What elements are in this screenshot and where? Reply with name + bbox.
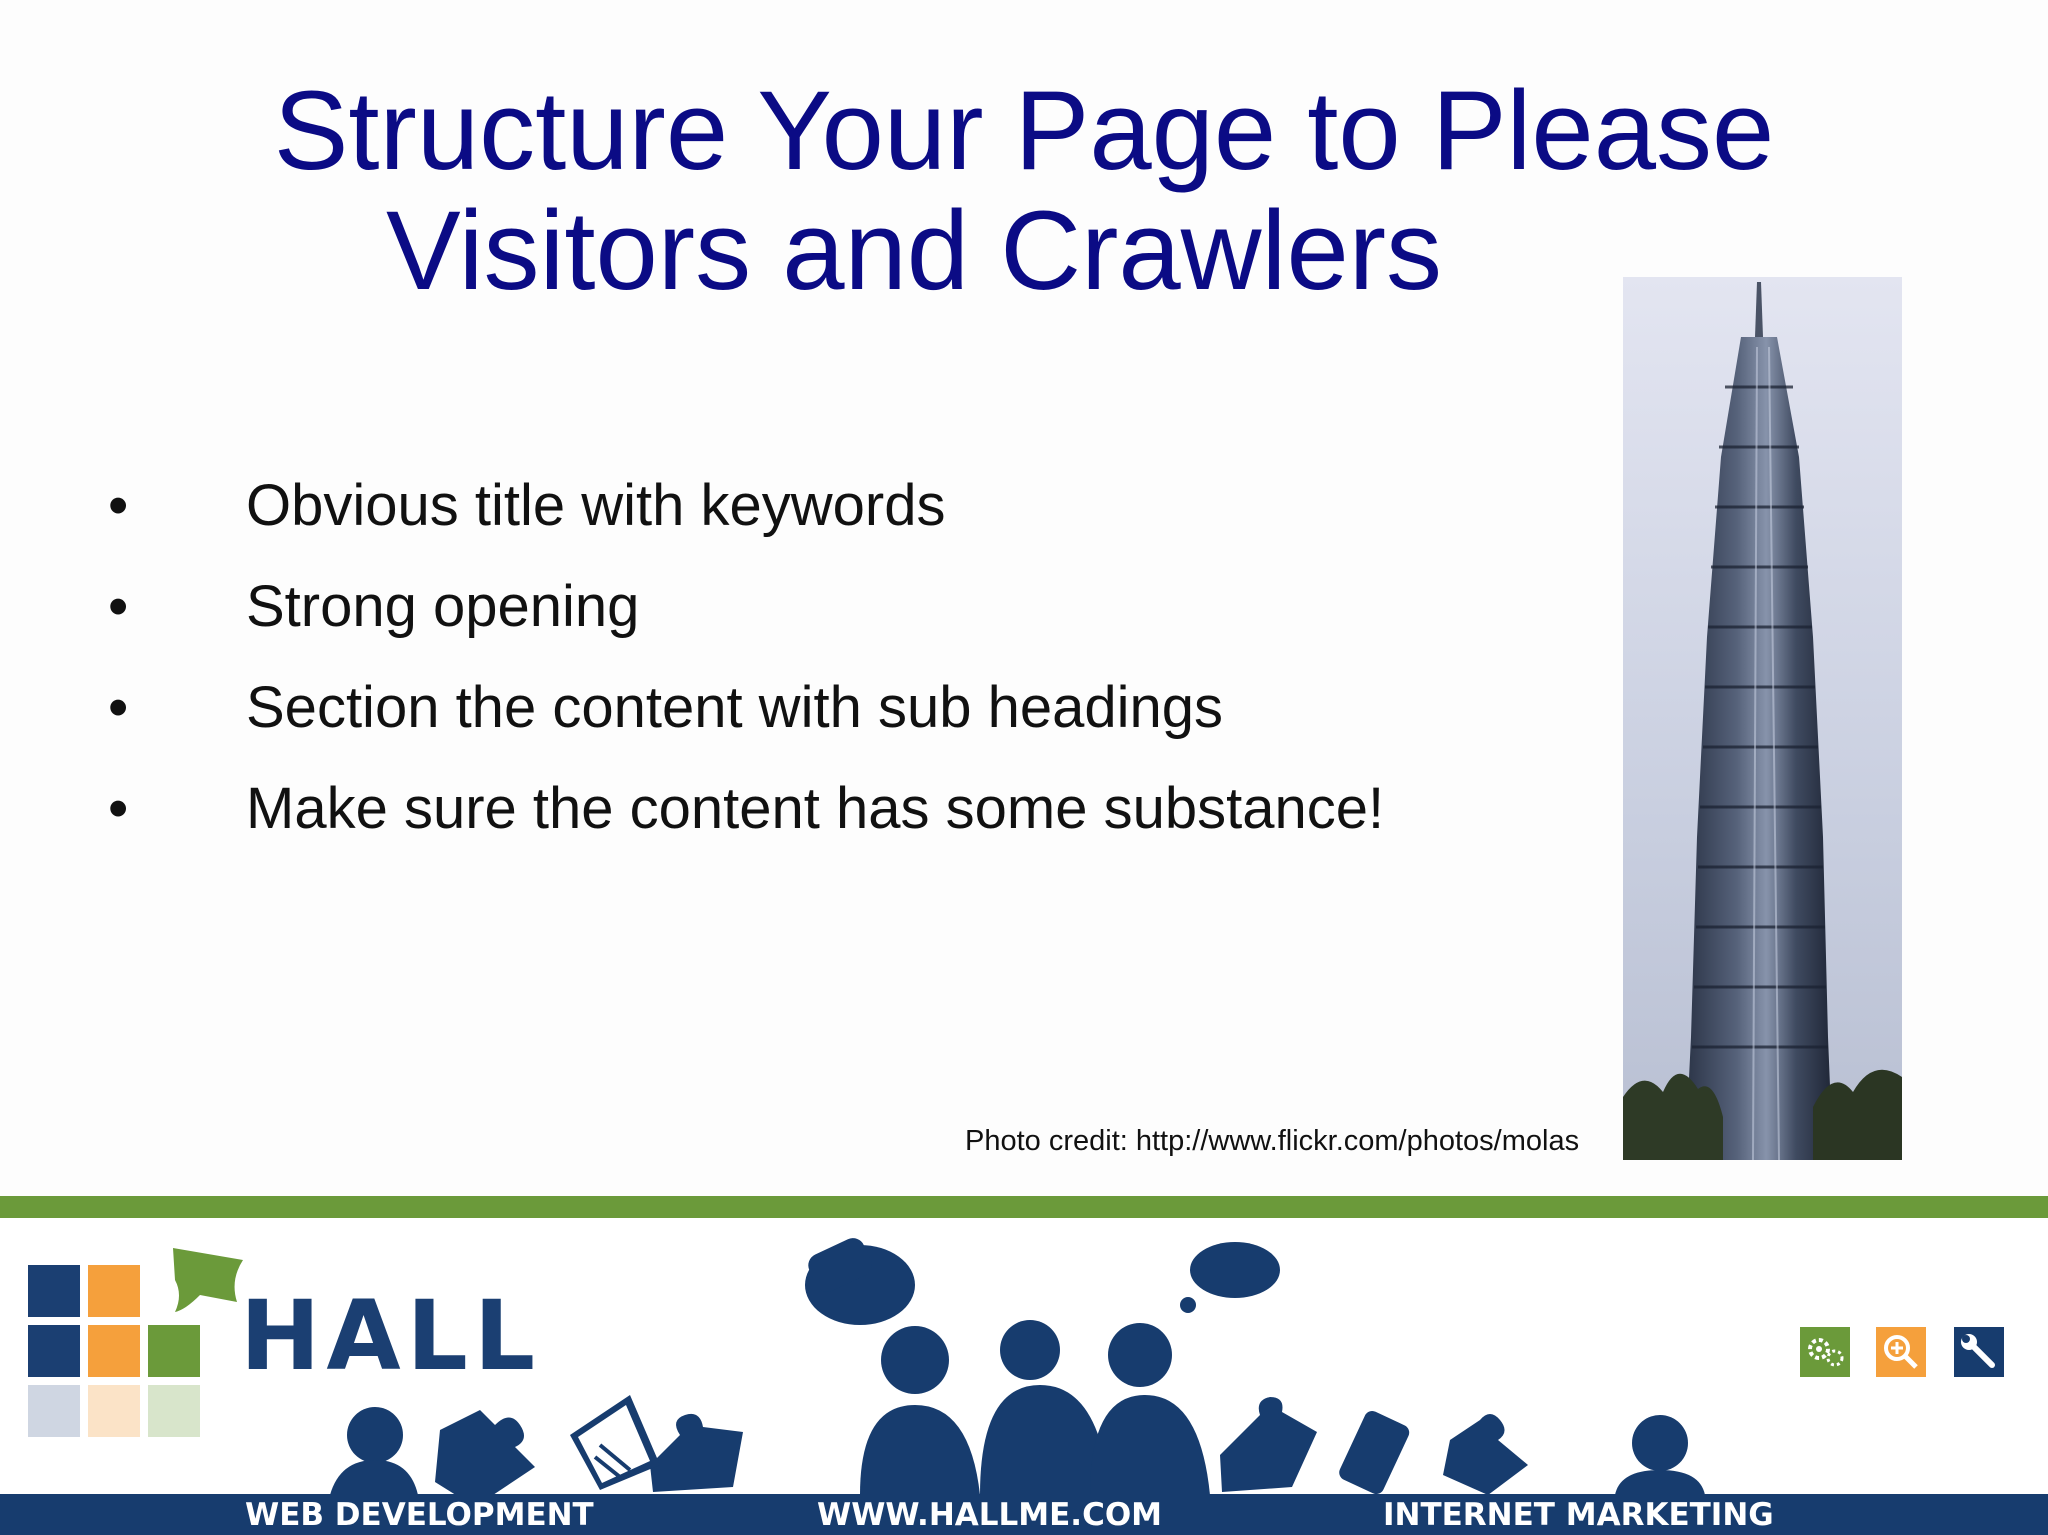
skyscraper-photo <box>1623 277 1902 1160</box>
slide-title-line-2 <box>256 188 1792 313</box>
footer-divider <box>0 1196 2048 1218</box>
bullet-text: Strong opening <box>246 574 640 639</box>
footer-web-development: WEB DEVELOPMENT <box>245 1497 594 1533</box>
bullet-text: Make sure the content has some substance! <box>246 776 1385 841</box>
bullet-marker: • <box>108 776 129 841</box>
footer-internet-marketing: INTERNET MARKETING <box>1383 1497 1774 1533</box>
bullet-marker: • <box>108 675 129 740</box>
footer-website-link[interactable]: WWW.HALLME.COM <box>817 1497 1163 1533</box>
photo-credit: Photo credit: http://www.flickr.com/photos/molas <box>965 1125 1580 1157</box>
bullet-marker: • <box>108 473 129 538</box>
bullet-text: Section the content with sub headings <box>246 675 1223 740</box>
footer-bar <box>0 1494 2048 1535</box>
bullet-text: Obvious title with keywords <box>246 473 946 538</box>
wrench-icon[interactable] <box>1954 1327 2004 1377</box>
community-illustration <box>300 1225 1750 1495</box>
gears-icon[interactable] <box>1800 1327 1850 1377</box>
slide-title-line-2-text: Visitors and Crawlers <box>385 188 1443 313</box>
hall-logo-text: HALL <box>240 1280 541 1392</box>
slide-title-line-1: Structure Your Page to Please <box>273 68 1775 193</box>
zoom-in-icon[interactable] <box>1876 1327 1926 1377</box>
bullet-marker: • <box>108 574 129 639</box>
